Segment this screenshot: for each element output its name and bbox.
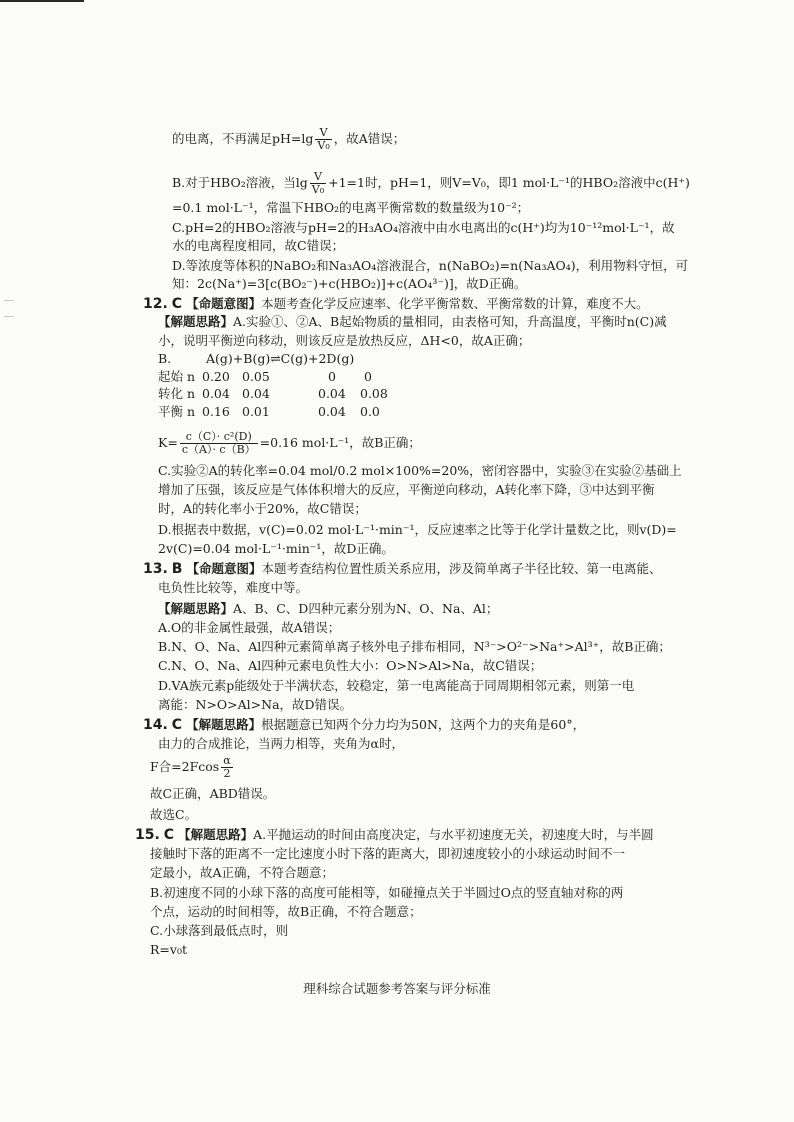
cell-a: 0.04: [202, 386, 230, 401]
fraction-denominator: V₀: [317, 139, 330, 152]
q13-text: A、B、C、D四种元素分别为N、O、Na、Al；: [233, 601, 499, 616]
q11-text: B.对于HBO₂溶液，当lg: [172, 175, 308, 190]
q15-line-2: 接触时下落的距离不一定比速度小时下落的距离大，即初速度较小的小球运动时间不一: [150, 846, 626, 861]
q15-line-4: B.初速度不同的小球下落的高度可能相等，如碰撞点关于半圆过O点的竖直轴对称的两: [150, 885, 624, 900]
answer-letter: B: [171, 561, 183, 577]
q13-line-7: D.VA族元素p能级处于半满状态，较稳定，第一电离能高于同周期相邻元素，则第一电: [158, 678, 635, 693]
fraction: [221, 755, 232, 780]
q14-text: 根据题意已知两个分力均为50N，这两个力的夹角是60°，: [261, 717, 586, 732]
formula-text: F合=2Fcos: [150, 759, 220, 774]
q13-line-8: 离能：N>O>Al>Na，故D错误。: [158, 697, 353, 712]
q15-heading: [135, 827, 654, 843]
q12-text: A.实验①、②A、B起始物质的量相同，由表格可知，升高温度，平衡时n(C)减: [233, 314, 667, 329]
formula-text: =0.16 mol·L⁻¹，故B正确；: [259, 435, 421, 450]
q12-line-4: C.实验②A的转化率=0.04 mol/0.2 mol×100%=20%，密闭容器中，实验③在实验②基础上: [158, 463, 682, 478]
q12-line-3: 小，说明平衡逆向移动，则该反应是放热反应，ΔH<0，故A正确；: [158, 333, 531, 348]
section-tag: 【解题思路】: [186, 717, 262, 732]
cell-c: 0.04: [318, 386, 346, 401]
cell-c: 0.04: [318, 403, 346, 419]
q15-text: A.平抛运动的时间由高度决定，与水平初速度无关，初速度大时，与半圆: [253, 827, 654, 842]
q14-formula: [150, 754, 235, 780]
fraction-denominator: V₀: [311, 183, 325, 196]
q15-line-7: R=v₀t: [150, 942, 187, 957]
fraction: [310, 171, 326, 196]
fraction: [180, 431, 258, 456]
q12-line-2: [158, 314, 667, 330]
row-label: 起始 n: [158, 368, 196, 384]
cell-d: 0.08: [360, 386, 388, 401]
reaction-table: [158, 350, 558, 420]
section-tag: 【命题意图】: [186, 561, 262, 576]
q12-line-5: 增加了压强，该反应是气体体积增大的反应，平衡逆向移动，A转化率下降，③中达到平衡: [158, 482, 655, 497]
table-row: [158, 368, 558, 386]
q11-line-4: C.pH=2的HBO₂溶液与pH=2的H₃AO₄溶液中由水电离出的c(H⁺)均为10⁻¹²mol·L⁻¹，故: [172, 220, 675, 235]
table-row: [158, 385, 558, 403]
q13-line-4: A.O的非金属性最强，故A错误；: [158, 620, 341, 635]
table-row: [158, 403, 558, 421]
q11-line-6: D.等浓度等体积的NaBO₂和Na₃AO₄溶液混合，n(NaBO₂)=n(Na₃AO₄)，利用物料守恒，可: [172, 258, 689, 273]
row-label: 转化 n: [158, 386, 196, 401]
q14-line-4: 故选C。: [150, 807, 198, 822]
fraction-numerator: c（C）· c²(D): [180, 431, 258, 444]
answer-letter: C: [171, 296, 183, 312]
q12-line-8: 2v(C)=0.04 mol·L⁻¹·min⁻¹，故D正确。: [158, 541, 394, 556]
q15-line-5: 个点，运动的时间相等，故B正确，不符合题意；: [150, 904, 422, 919]
q11-line-7: 知：2c(Na⁺)=3[c(BO₂⁻)+c(HBO₂)]+c(AO₄³⁻)]，故D正确。: [172, 276, 527, 291]
scan-margin-mark: [4, 316, 14, 317]
cell-c: 0: [328, 368, 336, 384]
question-number: 12.: [143, 296, 168, 312]
cell-b: 0.04: [242, 386, 270, 401]
top-edge-mark: [0, 0, 84, 2]
fraction-numerator: V: [310, 171, 326, 184]
q13-line-2: 电负性比较等，难度中等。: [158, 580, 309, 595]
q11-text: +1=1时，pH=1，则V=V₀，即1 mol·L⁻¹的HBO₂溶液中c(H⁺): [328, 175, 690, 190]
q15-line-6: C.小球落到最低点时，则: [150, 923, 289, 938]
q13-line-6: C.N、O、Na、Al四种元素电负性大小：O>N>Al>Na，故C错误；: [158, 658, 543, 673]
q12-text: 本题考查化学反应速率、化学平衡常数、平衡常数的计算，难度不大。: [261, 296, 649, 311]
q11-line-2: [172, 171, 690, 196]
q11-text: ，故A错误；: [333, 131, 406, 146]
q13-heading: [143, 561, 661, 577]
section-tag: 【解题思路】: [158, 314, 234, 329]
cell-a: 0.20: [202, 368, 230, 384]
question-number: 13.: [143, 561, 168, 577]
q13-line-5: B.N、O、Na、Al四种元素简单离子核外电子排布相同，N³⁻>O²⁻>Na⁺>Al³⁺，故B正确；: [158, 639, 671, 654]
cell-d: 0: [364, 368, 372, 384]
table-header-row: [158, 350, 558, 368]
q15-line-3: 定最小，故A正确，不符合题意；: [150, 865, 335, 880]
q11-line-5: 水的电离程度相同，故C错误；: [172, 238, 345, 253]
section-tag: 【命题意图】: [186, 296, 262, 311]
fraction-numerator: V: [315, 127, 331, 140]
fraction-numerator: α: [223, 754, 231, 767]
q12-line-7: D.根据表中数据，v(C)=0.02 mol·L⁻¹·min⁻¹，反应速率之比等于化学计量数之比，则v(D)=: [158, 522, 677, 537]
q12-line-6: 时，A的转化率小于20%，故C错误；: [158, 501, 367, 516]
cell-b: 0.01: [242, 403, 270, 419]
q11-line-1: [172, 127, 405, 152]
q14-heading: [143, 717, 585, 733]
row-label: 平衡 n: [158, 403, 196, 419]
fraction-denominator: c（A）· c（B）: [181, 443, 256, 456]
q14-line-2: 由力的合成推论，当两力相等，夹角为α时，: [158, 736, 404, 751]
fraction: [315, 127, 331, 152]
answer-letter: C: [163, 827, 175, 843]
page-footer: 理科综合试题参考答案与评分标准: [303, 981, 491, 996]
q11-text: 的电离，不再满足pH=lg: [172, 131, 314, 146]
reaction-equation: A(g)+B(g)⇌C(g)+2D(g): [206, 351, 355, 366]
k-formula: [158, 430, 421, 456]
scan-margin-mark: [4, 300, 14, 301]
answer-letter: C: [171, 717, 183, 733]
q12-heading: [143, 296, 649, 312]
q14-line-3: 故C正确，ABD错误。: [150, 786, 276, 801]
cell-b: 0.05: [242, 368, 270, 384]
q13-line-3: [158, 601, 498, 617]
q13-text: 本题考查结构位置性质关系应用，涉及简单离子半径比较、第一电离能、: [261, 561, 662, 576]
section-tag: 【解题思路】: [178, 827, 254, 842]
cell-a: 0.16: [202, 403, 230, 419]
fraction-denominator: 2: [223, 767, 231, 780]
question-number: 15.: [135, 827, 160, 843]
question-number: 14.: [143, 717, 168, 733]
section-tag: 【解题思路】: [158, 601, 234, 616]
table-label: B.: [158, 351, 172, 366]
cell-d: 0.0: [360, 403, 380, 419]
q11-line-3: =0.1 mol·L⁻¹，常温下HBO₂的电离平衡常数的数量级为10⁻²；: [172, 200, 530, 215]
formula-text: K=: [158, 435, 178, 450]
